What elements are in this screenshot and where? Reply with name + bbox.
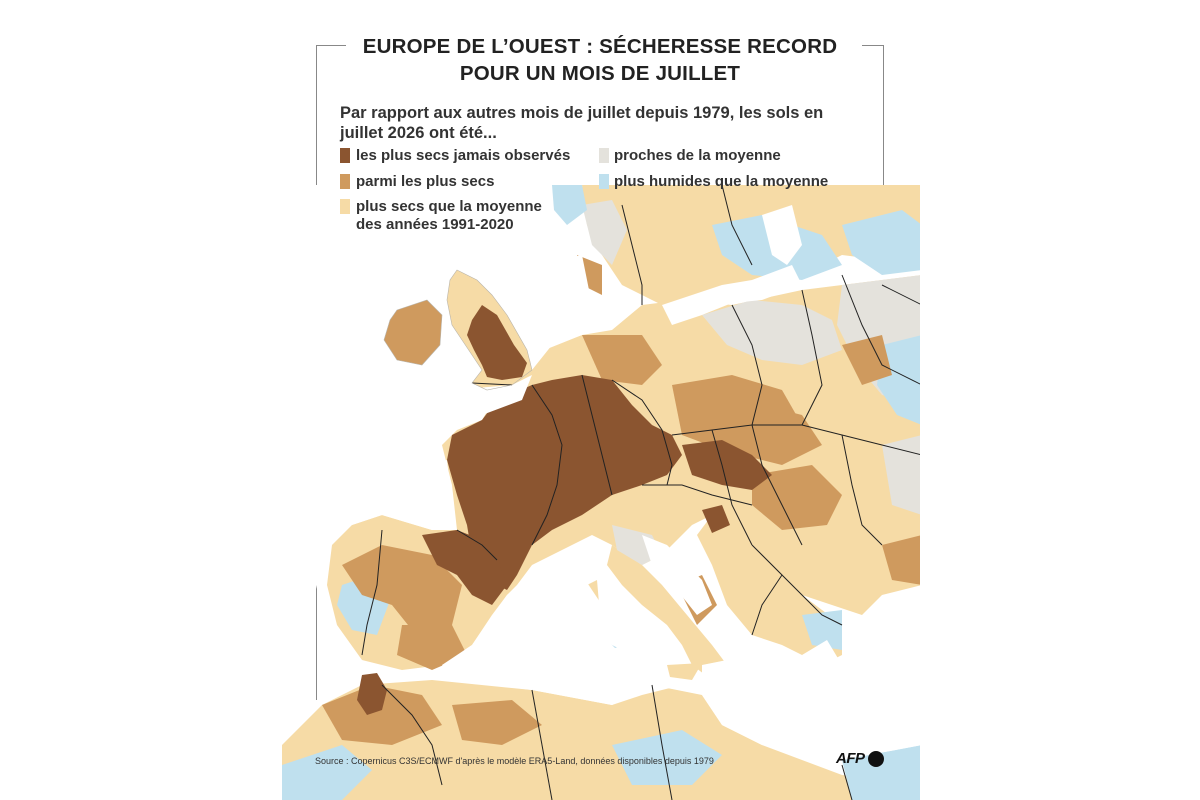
- subtitle-line-1: Par rapport aux autres mois de juillet depuis 1979, les sols en: [340, 104, 824, 122]
- legend-swatch: [340, 148, 350, 163]
- europe-drought-map: [282, 185, 920, 800]
- afp-logo-text: AFP: [836, 750, 865, 767]
- legend-label: plus humides que la moyenne: [614, 173, 829, 190]
- legend-swatch: [599, 174, 609, 189]
- legend-label: plus secs que la moyenne: [356, 198, 542, 215]
- legend-label: des années 1991-2020: [356, 216, 514, 233]
- afp-logo-dot-icon: [868, 751, 884, 767]
- map-title: [330, 33, 870, 87]
- source-note: Source : Copernicus C3S/ECMWF d'après le modèle ERA5-Land, données disponibles depuis 1979: [315, 756, 714, 766]
- map-subtitle: [340, 103, 860, 143]
- title-line-2: POUR UN MOIS DE JUILLET: [459, 62, 741, 85]
- legend-swatch: [599, 148, 609, 163]
- legend-swatch: [340, 174, 350, 189]
- legend-label: parmi les plus secs: [356, 173, 495, 190]
- legend-swatch: [340, 199, 350, 214]
- frame-line: [883, 45, 884, 185]
- legend-label: proches de la moyenne: [614, 147, 781, 164]
- title-line-1: EUROPE DE L’OUEST : SÉCHERESSE RECORD: [362, 35, 838, 58]
- legend-label: les plus secs jamais observés: [356, 147, 571, 164]
- subtitle-line-2: juillet 2026 ont été...: [340, 124, 497, 142]
